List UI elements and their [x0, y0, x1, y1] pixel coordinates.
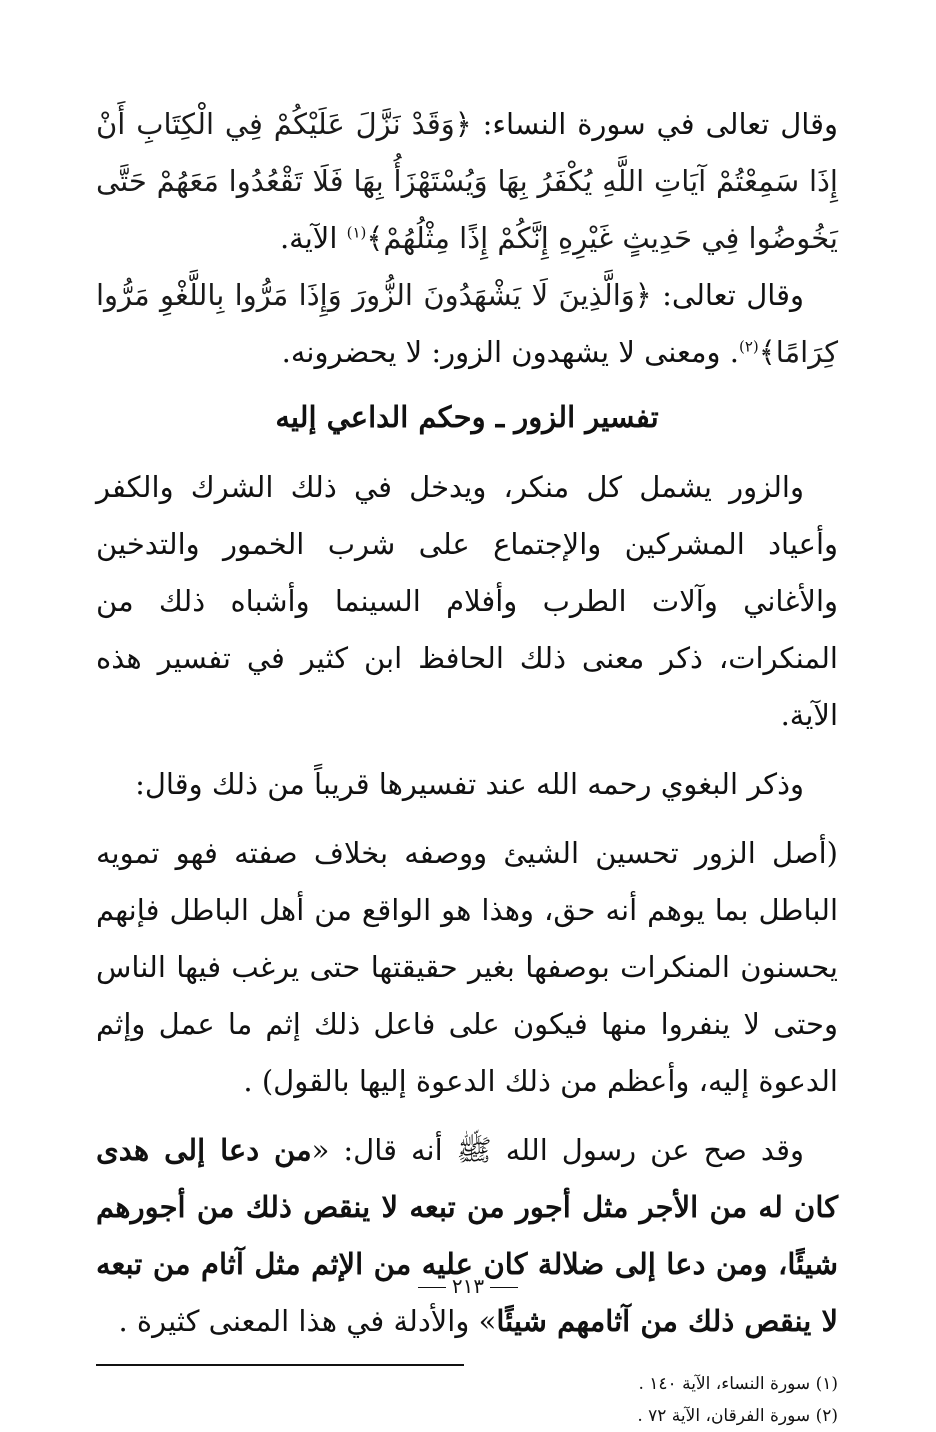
page-number-value: ٢١٣ [451, 1274, 485, 1298]
page-number-dash [490, 1287, 518, 1288]
page-number [0, 1274, 936, 1298]
footnote-ref-2: (٢) [738, 337, 759, 356]
verse-paragraph-nisa [96, 96, 838, 267]
quotation-paragraph: (أصل الزور تحسين الشيئ ووصفه بخلاف صفته فهو تمويه الباطل بما يوهم أنه حق، وهذا هو الواقع من أهل الباطل فإنهم يحسنون المنكرات بوصفها بغير حقيقتها حتى يرغب فيها الناس وحتى لا ينفروا منها فيكون على فاعل ذلك إثم ما عمل وإثم الدعوة إليه، وأعظم من ذلك الدعوة إليها بالقول) . [96, 836, 838, 1098]
verse-tail: الآية. [279, 221, 347, 255]
footnote-1: (١) سورة النساء، الآية ١٤٠ . [638, 1374, 838, 1394]
quran-verse-text: وَالَّذِينَ لَا يَشْهَدُونَ الزُّورَ وَإِذَا مَرُّوا بِاللَّغْوِ مَرُّوا كِرَامًا [96, 278, 838, 369]
hadith-paragraph [96, 1122, 838, 1350]
quran-verse-text: وَقَدْ نَزَّلَ عَلَيْكُمْ فِي الْكِتَابِ أَنْ إِذَا سَمِعْتُمْ آيَاتِ اللَّهِ يُكْفَرُ بِهَا وَيُسْتَهْزَأُ بِهَا فَلَا تَقْعُدُوا مَعَهُمْ حَتَّى يَخُوضُوا فِي حَدِيثٍ غَيْرِهِ إِنَّكُمْ إِذًا مِثْلُهُمْ [96, 107, 838, 255]
body-paragraph: والزور يشمل كل منكر، ويدخل في ذلك الشرك والكفر وأعياد المشركين والإجتماع على شرب الخمور والتدخين والأغاني وآلات الطرب وأفلام السينما وأشباه ذلك من المنكرات، ذكر معنى ذلك الحافظ ابن كثير في تفسير هذه الآية. [96, 470, 838, 732]
footnote-divider [96, 1364, 464, 1366]
footnote-ref-1: (١) [346, 223, 367, 242]
verse-paragraph-furqan [96, 267, 838, 381]
verse-close-bracket: ﴾ [758, 335, 776, 369]
hadith-text: من دعا إلى هدى كان له من الأجر مثل أجور من تبعه لا ينقص ذلك من أجورهم شيئًا، ومن دعا إلى ضلالة كان عليه من الإثم مثل آثام من تبعه لا ينقص ذلك من آثامهم شيئًا [96, 1133, 838, 1338]
verse-intro: وقال تعالى: ﴿ [634, 278, 804, 312]
verse-intro: وقال تعالى في سورة النساء: ﴿ [454, 107, 838, 141]
hadith-intro: وقد صح عن رسول الله ﷺ أنه قال: « [311, 1133, 804, 1167]
page-number-dash [418, 1287, 446, 1288]
footnote-2: (٢) سورة الفرقان، الآية ٧٢ . [637, 1406, 838, 1426]
verse-tail: . ومعنى لا يشهدون الزور: لا يحضرونه. [281, 335, 739, 369]
hadith-tail: » والأدلة في هذا المعنى كثيرة . [118, 1304, 497, 1338]
body-paragraph: وذكر البغوي رحمه الله عند تفسيرها قريباً من ذلك وقال: [135, 767, 804, 801]
footnotes [96, 1368, 838, 1432]
section-heading: تفسير الزور ـ وحكم الداعي إليه [275, 400, 659, 434]
verse-close-bracket: ﴾ [366, 221, 384, 255]
